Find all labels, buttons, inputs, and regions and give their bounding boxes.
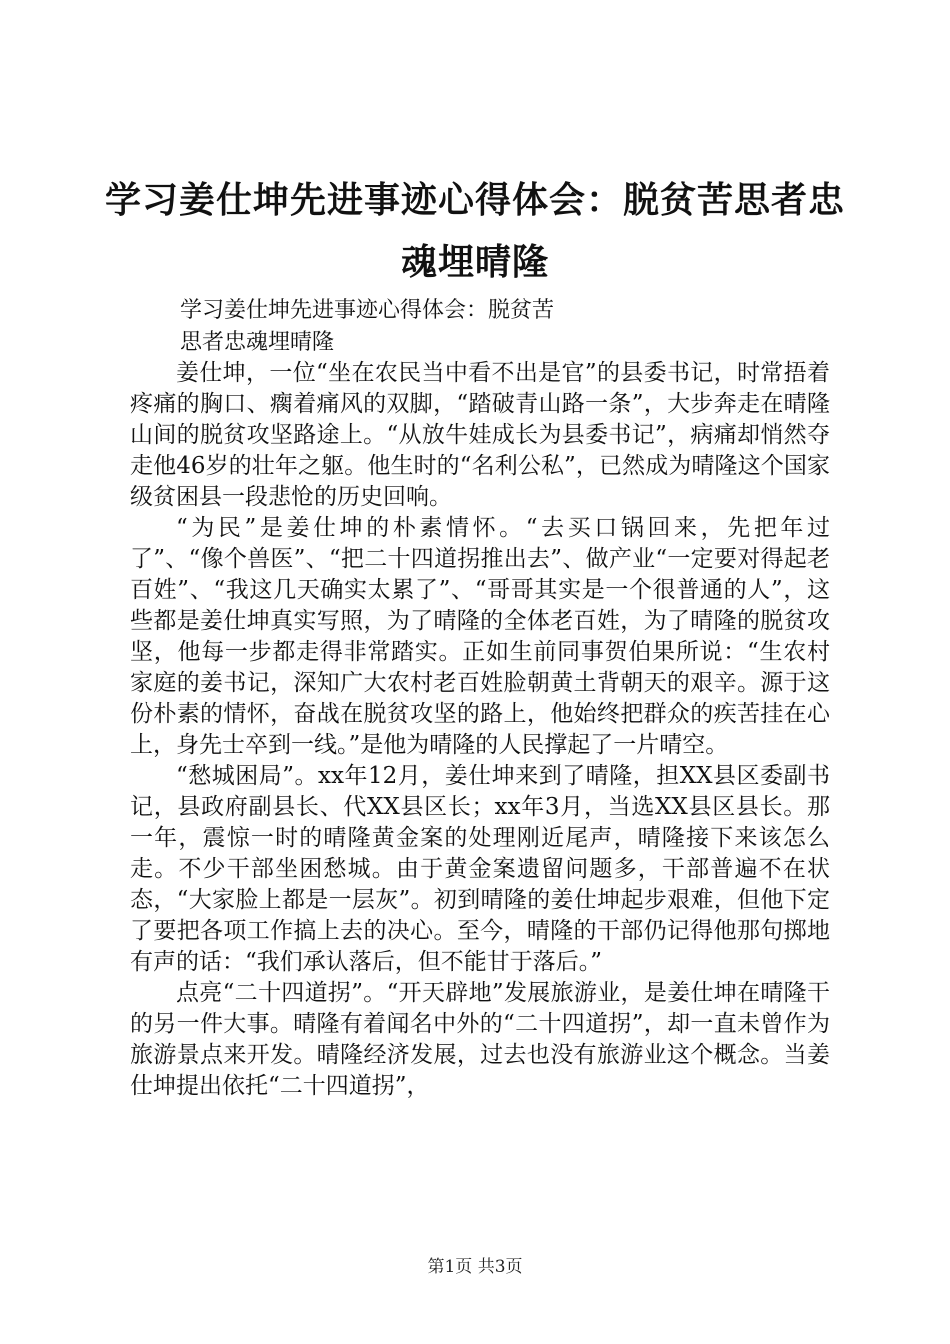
document-subtitle bbox=[180, 295, 554, 359]
paragraph: 姜仕坤，一位“坐在农民当中看不出是官”的县委书记，时常捂着疼痛的胸口、瘸着痛风的双脚，“踏破青山路一条”，大步奔走在晴隆山间的脱贫攻坚路途上。“从放牛娃成长为县委书记”，病痛却悄然夺走他46岁的壮年之躯。他生时的“名利公私”，已然成为晴隆这个国家级贫困县一段悲怆的历史回响。 bbox=[130, 360, 830, 510]
title-line-2: 魂埋晴隆 bbox=[400, 242, 549, 283]
subtitle-line-2: 思者忠魂埋晴隆 bbox=[180, 330, 335, 355]
subtitle-line-1: 学习姜仕坤先进事迹心得体会：脱贫苦 bbox=[180, 298, 555, 323]
paragraph: “为民”是姜仕坤的朴素情怀。“去买口锅回来，先把年过了”、“像个兽医”、“把二十四道拐推出去”、做产业“一定要对得起老百姓”、“我这几天确实太累了”、“哥哥其实是一个很普通的人”，这些都是姜仕坤真实写照，为了晴隆的全体老百姓，为了晴隆的脱贫攻坚，他每一步都走得非常踏实。正如生前同事贺伯果所说：“生农村家庭的姜书记，深知广大农村老百姓脸朝黄土背朝天的艰辛。源于这份朴素的情怀，奋战在脱贫攻坚的路上，他始终把群众的疾苦挂在心上，身先士卒到一线。”是他为晴隆的人民撑起了一片晴空。 bbox=[130, 515, 830, 758]
paragraph: “愁城困局”。xx年12月，姜仕坤来到了晴隆，担XX县区委副书记，县政府副县长、代XX县区长；xx年3月，当选XX县区县长。那一年，震惊一时的晴隆黄金案的处理刚近尾声，晴隆接下来该怎么走。不少干部坐困愁城。由于黄金案遗留问题多，干部普遍不在状态，“大家脸上都是一层灰”。初到晴隆的姜仕坤起步艰难，但他下定了要把各项工作搞上去的决心。至今，晴隆的干部仍记得他那句掷地有声的话：“我们承认落后，但不能甘于落后。” bbox=[130, 763, 830, 975]
document-body bbox=[130, 358, 830, 1102]
page-footer: 第1页 共3页 bbox=[427, 1257, 523, 1277]
paragraph: 点亮“二十四道拐”。“开天辟地”发展旅游业，是姜仕坤在晴隆干的另一件大事。晴隆有着闻名中外的“二十四道拐”，却一直未曾作为旅游景点来开发。晴隆经济发展，过去也没有旅游业这个概念。当姜仕坤提出依托“二十四道拐”， bbox=[130, 980, 830, 1099]
document-title bbox=[100, 170, 850, 294]
title-line-1: 学习姜仕坤先进事迹心得体会：脱贫苦思者忠 bbox=[104, 180, 845, 221]
